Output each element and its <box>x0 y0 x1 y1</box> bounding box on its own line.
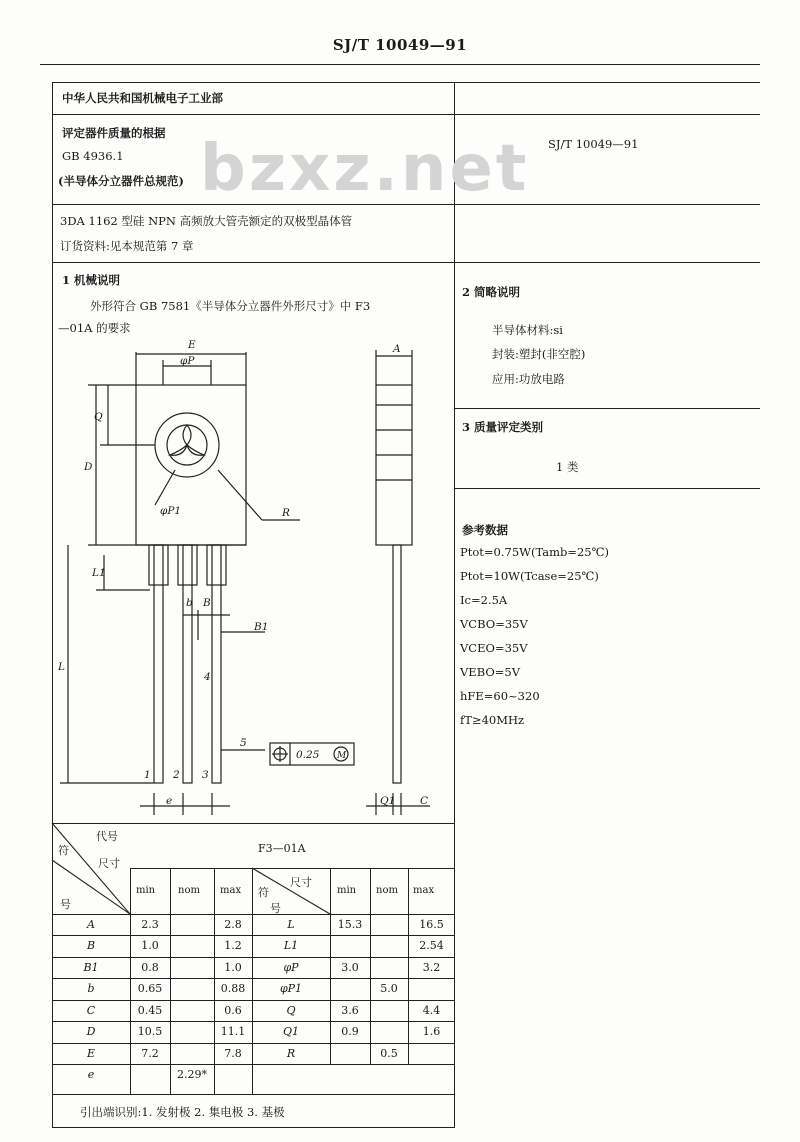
section1-heading: 1 机械说明 <box>62 273 121 287</box>
corner-symbol: 符 <box>58 844 69 857</box>
label-E: E <box>188 339 196 351</box>
table-cell-max: 2.8 <box>224 918 242 931</box>
table-cell-max: 1.2 <box>224 939 242 952</box>
table-cell-s: B <box>86 939 96 952</box>
document-code: SJ/T 10049—91 <box>332 36 468 54</box>
table-cell-s: A <box>87 918 95 931</box>
right-standard-code: SJ/T 10049—91 <box>548 137 639 151</box>
table-cell-s: L1 <box>283 939 299 952</box>
basis-standard: GB 4936.1 <box>62 149 124 163</box>
semiconductor-material: 半导体材料:si <box>492 323 563 337</box>
label-pin2: 2 <box>173 769 180 781</box>
table-cell-s: E <box>86 1047 96 1060</box>
table-cell-max: 1.0 <box>224 961 242 974</box>
table-cell-s: Q1 <box>282 1025 300 1038</box>
table-cell-s: b <box>87 982 95 995</box>
table-cell-min: 2.3 <box>141 918 159 931</box>
label-R: R <box>282 507 290 519</box>
right-corner-number: 号 <box>270 902 281 915</box>
table-cell-max: 2.54 <box>419 939 444 952</box>
outline-name: F3—01A <box>258 842 306 855</box>
label-A: A <box>393 343 401 355</box>
ministry-name: 中华人民共和国机械电子工业部 <box>62 91 223 105</box>
label-D: D <box>84 461 93 473</box>
watermark: bzxz.net <box>200 132 530 206</box>
corner-number: 号 <box>60 898 71 911</box>
reference-line: Ic=2.5A <box>460 593 508 607</box>
table-cell-min: 3.0 <box>341 961 359 974</box>
label-4: 4 <box>204 671 211 683</box>
table-cell-max: 7.8 <box>224 1047 242 1060</box>
reference-line: Ptot=0.75W(Tamb=25℃) <box>460 545 609 559</box>
section1-desc-line2: —01A 的要求 <box>58 321 131 335</box>
reference-heading: 参考数据 <box>462 523 508 537</box>
table-cell-nom: 5.0 <box>380 982 398 995</box>
label-pin3: 3 <box>202 769 209 781</box>
table-cell-max: 3.2 <box>422 961 441 974</box>
table-cell-min: 0.45 <box>137 1004 163 1017</box>
table-cell-s: φP1 <box>279 982 303 995</box>
label-Q: Q <box>94 411 103 423</box>
label-b: b <box>186 597 193 609</box>
table-cell-s: B1 <box>83 961 99 974</box>
reference-line: Ptot=10W(Tcase=25℃) <box>460 569 599 583</box>
col-max: max <box>413 885 435 896</box>
corner-size: 尺寸 <box>98 857 120 870</box>
basis-title: 评定器件质量的根据 <box>62 126 166 140</box>
quality-category: 1 类 <box>556 460 579 474</box>
col-min: min <box>136 885 156 896</box>
table-cell-min: 10.5 <box>137 1025 163 1038</box>
reference-line: VCBO=35V <box>460 617 528 631</box>
table-cell-max: 1.6 <box>422 1025 441 1038</box>
table-cell-s: e <box>87 1068 95 1081</box>
table-cell-max: 11.1 <box>220 1025 246 1038</box>
table-cell-max: 16.5 <box>419 918 444 931</box>
right-corner-symbol: 符 <box>258 886 269 899</box>
label-B: B <box>203 597 211 609</box>
col-min: min <box>337 885 357 896</box>
table-cell-s: φP <box>283 961 299 974</box>
table-cell-min: 0.65 <box>137 982 163 995</box>
label-phiP1: φP1 <box>160 505 182 517</box>
label-B1: B1 <box>254 621 269 633</box>
label-L1: L1 <box>92 567 106 579</box>
table-cell-nom: 2.29* <box>177 1068 207 1081</box>
reference-line: VCEO=35V <box>460 641 528 655</box>
table-cell-min: 15.3 <box>337 918 363 931</box>
table-cell-max: 0.6 <box>224 1004 242 1017</box>
right-corner-size: 尺寸 <box>290 876 312 889</box>
reference-line: fT≥40MHz <box>460 713 525 727</box>
terminal-identification: 引出端识别:1. 发射极 2. 集电极 3. 基极 <box>80 1105 285 1119</box>
section1-desc-line1: 外形符合 GB 7581《半导体分立器件外形尺寸》中 F3 <box>90 299 371 313</box>
table-cell-s: D <box>86 1025 96 1038</box>
section2-heading: 2 简略说明 <box>462 285 521 299</box>
table-cell-nom: 0.5 <box>380 1047 398 1060</box>
table-cell-s: Q <box>286 1004 296 1017</box>
table-cell-min: 1.0 <box>141 939 159 952</box>
label-Q1: Q1 <box>380 795 396 807</box>
reference-line: VEBO=5V <box>460 665 521 679</box>
table-cell-s: C <box>86 1004 96 1017</box>
application: 应用:功放电路 <box>492 372 565 386</box>
label-e: e <box>166 795 173 807</box>
table-cell-s: R <box>286 1047 296 1060</box>
label-C: C <box>420 795 429 807</box>
corner-code: 代号 <box>96 830 118 843</box>
table-cell-min: 7.2 <box>141 1047 159 1060</box>
label-5: 5 <box>240 737 247 749</box>
table-cell-max: 0.88 <box>220 982 246 995</box>
label-pin1: 1 <box>144 769 151 781</box>
col-nom: nom <box>178 885 200 896</box>
package-type: 封装:塑封(非空腔) <box>492 347 586 361</box>
table-cell-min: 0.8 <box>141 961 159 974</box>
label-tolerance: 0.25 <box>296 749 320 761</box>
basis-standard-name: (半导体分立器件总规范) <box>58 174 184 188</box>
table-cell-min: 0.9 <box>341 1025 359 1038</box>
table-cell-max: 4.4 <box>422 1004 441 1017</box>
col-nom: nom <box>376 885 398 896</box>
label-phiP: φP <box>180 355 195 367</box>
device-title: 3DA 1162 型硅 NPN 高频放大管壳额定的双极型晶体管 <box>60 214 353 228</box>
table-cell-min: 3.6 <box>341 1004 359 1017</box>
label-modifier: M <box>337 751 347 761</box>
order-info: 订货资料:见本规范第 7 章 <box>60 239 194 253</box>
col-max: max <box>220 885 242 896</box>
reference-line: hFE=60~320 <box>460 689 540 703</box>
table-cell-s: L <box>287 918 295 931</box>
label-L: L <box>58 661 65 673</box>
section3-heading: 3 质量评定类别 <box>462 420 544 434</box>
